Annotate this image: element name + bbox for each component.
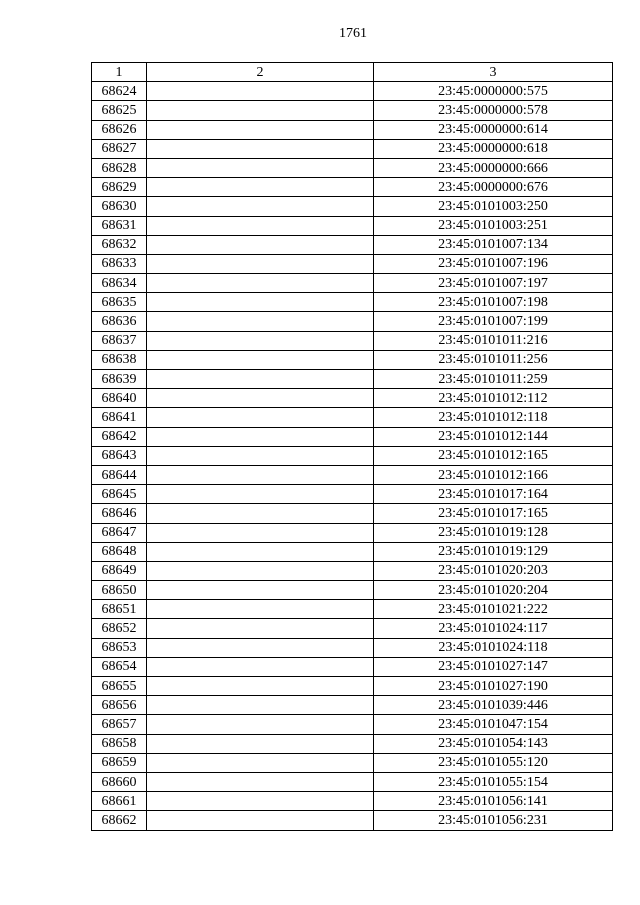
cadastral-number-cell: 23:45:0000000:666 — [374, 158, 613, 177]
column-header-1: 1 — [92, 63, 147, 82]
row-number-cell: 68628 — [92, 158, 147, 177]
table-row — [92, 446, 613, 465]
cadastral-number-cell: 23:45:0101012:118 — [374, 408, 613, 427]
row-number-cell: 68657 — [92, 715, 147, 734]
empty-cell — [147, 792, 374, 811]
empty-cell — [147, 389, 374, 408]
empty-cell — [147, 274, 374, 293]
empty-cell — [147, 254, 374, 273]
empty-cell — [147, 178, 374, 197]
table-row — [92, 216, 613, 235]
cadastral-number-cell: 23:45:0000000:578 — [374, 101, 613, 120]
row-number-cell: 68638 — [92, 350, 147, 369]
row-number-cell: 68644 — [92, 465, 147, 484]
empty-cell — [147, 331, 374, 350]
empty-cell — [147, 82, 374, 101]
table-row — [92, 811, 613, 830]
cadastral-number-cell: 23:45:0101011:259 — [374, 370, 613, 389]
table-row — [92, 178, 613, 197]
column-header-2: 2 — [147, 63, 374, 82]
empty-cell — [147, 811, 374, 830]
cadastral-number-cell: 23:45:0101020:204 — [374, 581, 613, 600]
cadastral-number-cell: 23:45:0101027:147 — [374, 657, 613, 676]
cadastral-number-cell: 23:45:0101055:120 — [374, 753, 613, 772]
cadastral-number-cell: 23:45:0101024:118 — [374, 638, 613, 657]
row-number-cell: 68630 — [92, 197, 147, 216]
table-row — [92, 485, 613, 504]
row-number-cell: 68637 — [92, 331, 147, 350]
table-row — [92, 734, 613, 753]
table-row — [92, 312, 613, 331]
table-row — [92, 542, 613, 561]
empty-cell — [147, 293, 374, 312]
table-row — [92, 82, 613, 101]
empty-cell — [147, 101, 374, 120]
table-row — [92, 523, 613, 542]
cadastral-number-cell: 23:45:0101011:216 — [374, 331, 613, 350]
empty-cell — [147, 600, 374, 619]
cadastral-number-cell: 23:45:0000000:614 — [374, 120, 613, 139]
table-row — [92, 139, 613, 158]
row-number-cell: 68656 — [92, 696, 147, 715]
table-body — [92, 82, 613, 830]
table-row — [92, 350, 613, 369]
cadastral-number-cell: 23:45:0101027:190 — [374, 677, 613, 696]
row-number-cell: 68655 — [92, 677, 147, 696]
empty-cell — [147, 446, 374, 465]
empty-cell — [147, 772, 374, 791]
cadastral-number-cell: 23:45:0101056:141 — [374, 792, 613, 811]
row-number-cell: 68645 — [92, 485, 147, 504]
cadastral-number-cell: 23:45:0101007:199 — [374, 312, 613, 331]
table-row — [92, 235, 613, 254]
table-row — [92, 581, 613, 600]
empty-cell — [147, 542, 374, 561]
row-number-cell: 68627 — [92, 139, 147, 158]
row-number-cell: 68625 — [92, 101, 147, 120]
empty-cell — [147, 677, 374, 696]
cadastral-number-cell: 23:45:0000000:618 — [374, 139, 613, 158]
table-row — [92, 158, 613, 177]
row-number-cell: 68632 — [92, 235, 147, 254]
row-number-cell: 68652 — [92, 619, 147, 638]
empty-cell — [147, 350, 374, 369]
empty-cell — [147, 581, 374, 600]
table-row — [92, 465, 613, 484]
table-row — [92, 696, 613, 715]
empty-cell — [147, 427, 374, 446]
empty-cell — [147, 465, 374, 484]
cadastral-number-cell: 23:45:0101047:154 — [374, 715, 613, 734]
row-number-cell: 68651 — [92, 600, 147, 619]
empty-cell — [147, 657, 374, 676]
cadastral-number-cell: 23:45:0101019:129 — [374, 542, 613, 561]
cadastral-number-cell: 23:45:0101012:112 — [374, 389, 613, 408]
row-number-cell: 68649 — [92, 561, 147, 580]
empty-cell — [147, 715, 374, 734]
table-row — [92, 638, 613, 657]
cadastral-number-cell: 23:45:0101056:231 — [374, 811, 613, 830]
row-number-cell: 68634 — [92, 274, 147, 293]
cadastral-number-cell: 23:45:0101011:256 — [374, 350, 613, 369]
row-number-cell: 68643 — [92, 446, 147, 465]
empty-cell — [147, 504, 374, 523]
row-number-cell: 68636 — [92, 312, 147, 331]
row-number-cell: 68635 — [92, 293, 147, 312]
cadastral-number-cell: 23:45:0101007:196 — [374, 254, 613, 273]
cadastral-number-cell: 23:45:0101019:128 — [374, 523, 613, 542]
empty-cell — [147, 216, 374, 235]
table-row — [92, 657, 613, 676]
empty-cell — [147, 197, 374, 216]
row-number-cell: 68640 — [92, 389, 147, 408]
row-number-cell: 68653 — [92, 638, 147, 657]
cadastral-number-cell: 23:45:0101020:203 — [374, 561, 613, 580]
empty-cell — [147, 696, 374, 715]
row-number-cell: 68660 — [92, 772, 147, 791]
empty-cell — [147, 139, 374, 158]
row-number-cell: 68629 — [92, 178, 147, 197]
cadastral-number-cell: 23:45:0101017:165 — [374, 504, 613, 523]
cadastral-number-cell: 23:45:0101007:197 — [374, 274, 613, 293]
row-number-cell: 68642 — [92, 427, 147, 446]
table-row — [92, 792, 613, 811]
empty-cell — [147, 619, 374, 638]
empty-cell — [147, 235, 374, 254]
table-row — [92, 600, 613, 619]
empty-cell — [147, 638, 374, 657]
row-number-cell: 68662 — [92, 811, 147, 830]
row-number-cell: 68631 — [92, 216, 147, 235]
cadastral-number-cell: 23:45:0101024:117 — [374, 619, 613, 638]
empty-cell — [147, 734, 374, 753]
registry-table — [91, 62, 613, 831]
row-number-cell: 68624 — [92, 82, 147, 101]
cadastral-number-cell: 23:45:0101003:251 — [374, 216, 613, 235]
empty-cell — [147, 158, 374, 177]
cadastral-number-cell: 23:45:0000000:676 — [374, 178, 613, 197]
empty-cell — [147, 408, 374, 427]
table-row — [92, 293, 613, 312]
cadastral-number-cell: 23:45:0101055:154 — [374, 772, 613, 791]
row-number-cell: 68650 — [92, 581, 147, 600]
table-row — [92, 715, 613, 734]
row-number-cell: 68648 — [92, 542, 147, 561]
cadastral-number-cell: 23:45:0101017:164 — [374, 485, 613, 504]
row-number-cell: 68626 — [92, 120, 147, 139]
empty-cell — [147, 312, 374, 331]
row-number-cell: 68654 — [92, 657, 147, 676]
table-row — [92, 254, 613, 273]
table-header-row — [92, 63, 613, 82]
table-row — [92, 331, 613, 350]
row-number-cell: 68646 — [92, 504, 147, 523]
row-number-cell: 68661 — [92, 792, 147, 811]
cadastral-number-cell: 23:45:0101012:144 — [374, 427, 613, 446]
table-row — [92, 370, 613, 389]
empty-cell — [147, 120, 374, 139]
table-row — [92, 619, 613, 638]
cadastral-number-cell: 23:45:0000000:575 — [374, 82, 613, 101]
table-row — [92, 274, 613, 293]
row-number-cell: 68641 — [92, 408, 147, 427]
page-number: 1761 — [339, 26, 367, 41]
row-number-cell: 68658 — [92, 734, 147, 753]
row-number-cell: 68647 — [92, 523, 147, 542]
table-row — [92, 101, 613, 120]
table-row — [92, 561, 613, 580]
cadastral-number-cell: 23:45:0101012:166 — [374, 465, 613, 484]
table-row — [92, 772, 613, 791]
empty-cell — [147, 370, 374, 389]
table-row — [92, 677, 613, 696]
row-number-cell: 68639 — [92, 370, 147, 389]
row-number-cell: 68633 — [92, 254, 147, 273]
cadastral-number-cell: 23:45:0101039:446 — [374, 696, 613, 715]
cadastral-number-cell: 23:45:0101003:250 — [374, 197, 613, 216]
table-row — [92, 408, 613, 427]
cadastral-number-cell: 23:45:0101012:165 — [374, 446, 613, 465]
empty-cell — [147, 753, 374, 772]
table-row — [92, 120, 613, 139]
row-number-cell: 68659 — [92, 753, 147, 772]
empty-cell — [147, 523, 374, 542]
table-row — [92, 427, 613, 446]
cadastral-number-cell: 23:45:0101007:198 — [374, 293, 613, 312]
table-row — [92, 753, 613, 772]
cadastral-number-cell: 23:45:0101054:143 — [374, 734, 613, 753]
table-row — [92, 389, 613, 408]
table-row — [92, 197, 613, 216]
column-header-3: 3 — [374, 63, 613, 82]
cadastral-number-cell: 23:45:0101021:222 — [374, 600, 613, 619]
cadastral-number-cell: 23:45:0101007:134 — [374, 235, 613, 254]
empty-cell — [147, 485, 374, 504]
empty-cell — [147, 561, 374, 580]
table-row — [92, 504, 613, 523]
